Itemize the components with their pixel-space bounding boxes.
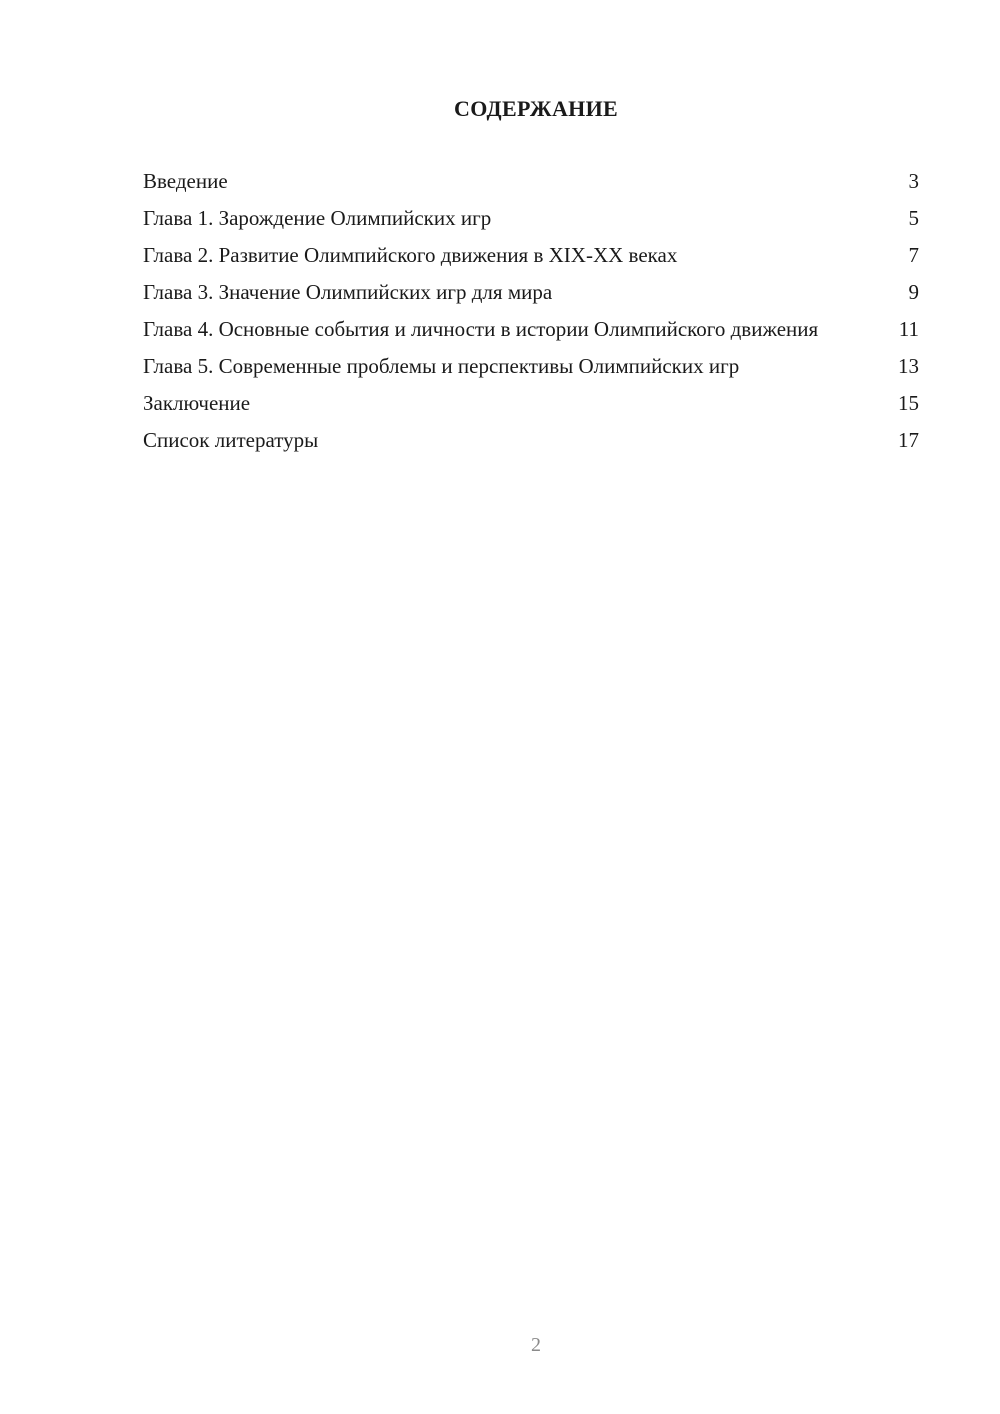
toc-entry-title: Список литературы <box>143 428 319 452</box>
toc-entry-page: 13 <box>898 354 919 378</box>
toc-entry-title: Глава 5. Современные проблемы и перспективы Олимпийских игр <box>143 354 740 378</box>
toc-entry-page: 3 <box>908 169 919 193</box>
toc-entry-page: 7 <box>908 243 919 267</box>
toc-entry-page: 5 <box>908 206 919 230</box>
toc-entry-page: 17 <box>898 428 919 452</box>
toc-entry <box>143 353 919 380</box>
toc-entry <box>143 242 919 269</box>
toc-entry <box>143 279 919 306</box>
toc-entry-title: Глава 1. Зарождение Олимпийских игр <box>143 206 492 230</box>
toc-entry <box>143 390 919 417</box>
page-title: СОДЕРЖАНИЕ <box>454 96 618 121</box>
toc-entry <box>143 205 919 232</box>
toc-entry-page: 9 <box>908 280 919 304</box>
table-of-contents <box>143 168 919 464</box>
toc-entry-title: Глава 4. Основные события и личности в истории Олимпийского движения <box>143 317 819 341</box>
toc-entry <box>143 168 919 195</box>
toc-entry-title: Глава 3. Значение Олимпийских игр для мира <box>143 280 553 304</box>
toc-entry-page: 11 <box>898 317 919 341</box>
toc-entry-title: Глава 2. Развитие Олимпийского движения в XIX-XX веках <box>143 243 678 267</box>
toc-entry-title: Введение <box>143 169 228 193</box>
toc-entry <box>143 427 919 454</box>
toc-entry-title: Заключение <box>143 391 251 415</box>
page-number: 2 <box>531 1334 541 1356</box>
toc-entry-page: 15 <box>898 391 919 415</box>
toc-entry <box>143 316 919 343</box>
